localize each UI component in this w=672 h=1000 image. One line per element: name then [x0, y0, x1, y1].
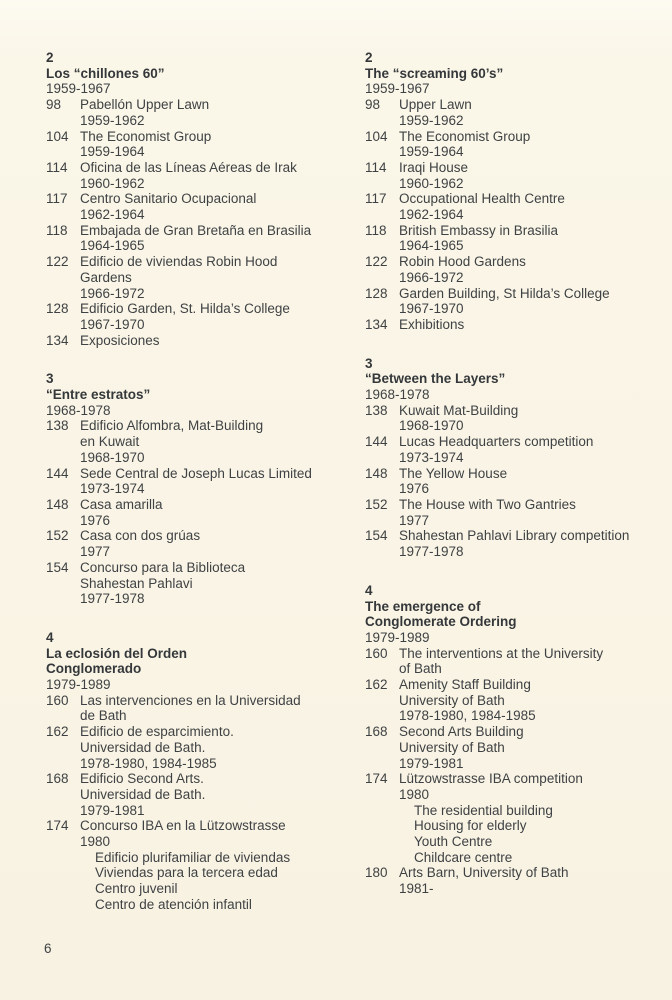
entry-text: [80, 724, 354, 771]
toc-column-english: [365, 50, 672, 897]
entry-line: The Yellow House: [399, 465, 508, 481]
entry-page-number: 174: [46, 818, 69, 834]
entry-line: 1981-: [399, 881, 434, 897]
toc-section-2: [46, 50, 354, 348]
toc-entry: [46, 97, 354, 128]
section-years: 1959-1967: [365, 81, 430, 97]
entry-line: Exposiciones: [80, 332, 160, 348]
entry-line: The Economist Group: [80, 128, 212, 144]
section-years: 1968-1978: [46, 402, 111, 418]
entry-page-number: 138: [365, 402, 388, 418]
entry-line: 1959-1962: [80, 112, 145, 128]
section-number: 2: [46, 50, 54, 65]
entry-subitem: The residential building: [414, 802, 553, 818]
entry-page-number: 174: [365, 771, 388, 787]
entry-page-number: 98: [365, 97, 381, 113]
entry-text: [399, 403, 672, 434]
entry-text: [80, 818, 354, 912]
entry-page-number: 128: [46, 301, 69, 317]
entry-text: [399, 528, 672, 559]
entry-page-number: 117: [46, 191, 68, 207]
entry-text: [80, 97, 354, 128]
entry-page-number: 118: [365, 222, 387, 238]
entry-page-number: 160: [46, 692, 69, 708]
entry-line: Second Arts Building: [399, 724, 524, 740]
entry-line: Arts Barn, University of Bath: [399, 865, 569, 881]
entry-page-number: 114: [46, 159, 68, 175]
entry-page-number: 148: [365, 465, 388, 481]
entry-line: 1964-1965: [80, 238, 145, 254]
entry-page-number: 168: [46, 771, 69, 787]
toc-entry: [46, 301, 354, 332]
toc-entry: [365, 434, 672, 465]
entry-line: 1977: [80, 544, 111, 560]
entry-line: Upper Lawn: [399, 97, 472, 113]
entry-subitem: Youth Centre: [414, 834, 493, 850]
toc-entry: [365, 865, 672, 896]
toc-section-3: [365, 356, 672, 560]
toc-entry: [365, 286, 672, 317]
entry-text: [399, 317, 672, 333]
entry-line: of Bath: [399, 661, 442, 677]
toc-entry: [46, 160, 354, 191]
entry-subitem: Edificio plurifamiliar de viviendas: [95, 849, 291, 865]
toc-section-4: [365, 583, 672, 897]
entry-line: Casa amarilla: [80, 496, 163, 512]
toc-entry: [46, 528, 354, 559]
toc-entry: [46, 333, 354, 349]
section-years: 1959-1967: [46, 81, 111, 97]
entry-line: Lützowstrasse IBA competition: [399, 771, 583, 787]
entry-page-number: 114: [365, 159, 387, 175]
section-title: Conglomerate Ordering: [365, 614, 517, 630]
entry-line: 1980: [399, 786, 430, 802]
section-title: The “screaming 60’s”: [365, 65, 504, 81]
toc-column-spanish: [46, 50, 354, 913]
section-title: The emergence of: [365, 598, 481, 614]
entry-line: The House with Two Gantries: [399, 496, 576, 512]
entry-text: [80, 528, 354, 559]
entry-line: 1964-1965: [399, 238, 464, 254]
toc-entry: [365, 191, 672, 222]
entry-text: [80, 191, 354, 222]
entry-page-number: 134: [365, 316, 388, 332]
entry-line: en Kuwait: [80, 434, 140, 450]
entry-page-number: 162: [365, 677, 388, 693]
entry-line: Concurso IBA en la Lützowstrasse: [80, 818, 286, 834]
entry-line: 1967-1970: [80, 316, 145, 332]
entry-page-number: 117: [365, 191, 387, 207]
entry-page-number: 104: [365, 128, 388, 144]
entry-page-number: 104: [46, 128, 69, 144]
entry-text: [399, 434, 672, 465]
entry-text: [80, 301, 354, 332]
entry-line: 1977-1978: [399, 544, 464, 560]
section-number: 3: [365, 355, 373, 371]
toc-section-4: [46, 630, 354, 913]
entry-page-number: 134: [46, 332, 69, 348]
entry-page-number: 128: [365, 285, 388, 301]
entry-line: Edificio de viviendas Robin Hood: [80, 254, 278, 270]
entry-text: [80, 771, 354, 818]
toc-entry: [365, 223, 672, 254]
entry-line: 1980: [80, 834, 111, 850]
entry-text: [399, 223, 672, 254]
entry-text: [399, 160, 672, 191]
toc-entry: [365, 97, 672, 128]
entry-text: [80, 223, 354, 254]
entry-line: 1966-1972: [80, 285, 145, 301]
entry-line: 1977: [399, 512, 430, 528]
entry-line: Las intervenciones en la Universidad: [80, 692, 301, 708]
section-years: 1968-1978: [365, 387, 430, 403]
entry-line: 1979-1981: [399, 755, 464, 771]
entry-line: 1968-1970: [80, 449, 145, 465]
entry-page-number: 118: [46, 222, 68, 238]
section-number: 4: [365, 582, 373, 598]
entry-line: 1976: [80, 512, 111, 528]
entry-text: [80, 254, 354, 301]
section-years: 1979-1989: [365, 629, 430, 645]
toc-entry: [365, 646, 672, 677]
entry-page-number: 154: [46, 559, 69, 575]
entry-page-number: 180: [365, 865, 388, 881]
entry-line: Iraqi House: [399, 159, 469, 175]
entry-page-number: 162: [46, 724, 69, 740]
toc-section-3: [46, 371, 354, 607]
toc-entry: [365, 317, 672, 333]
entry-text: [80, 160, 354, 191]
entry-text: [80, 693, 354, 724]
entry-page-number: 152: [46, 528, 69, 544]
entry-page-number: 122: [365, 254, 388, 270]
entry-subitem: Centro juvenil: [95, 881, 178, 897]
entry-text: [399, 466, 672, 497]
entry-line: Kuwait Mat-Building: [399, 402, 519, 418]
entry-page-number: 144: [46, 465, 69, 481]
entry-line: 1973-1974: [80, 481, 145, 497]
entry-text: [399, 497, 672, 528]
entry-line: Edificio Garden, St. Hilda’s College: [80, 301, 290, 317]
section-title: La eclosión del Orden: [46, 645, 188, 661]
entry-page-number: 122: [46, 254, 69, 270]
entry-text: [80, 418, 354, 465]
entry-line: The Economist Group: [399, 128, 531, 144]
entry-line: 1960-1962: [399, 175, 464, 191]
entry-line: The interventions at the University: [399, 645, 604, 661]
section-number: 4: [46, 629, 54, 645]
toc-entry: [365, 528, 672, 559]
entry-subitem: Housing for elderly: [414, 818, 527, 834]
entry-page-number: 168: [365, 724, 388, 740]
toc-entry: [46, 466, 354, 497]
section-number: 3: [46, 371, 54, 387]
toc-entry: [46, 724, 354, 771]
section-title: Conglomerado: [46, 661, 142, 677]
section-title: Los “chillones 60”: [46, 65, 165, 81]
entry-line: Casa con dos grúas: [80, 528, 201, 544]
toc-entry: [46, 418, 354, 465]
entry-line: 1962-1964: [399, 207, 464, 223]
entry-text: [399, 97, 672, 128]
entry-page-number: 154: [365, 528, 388, 544]
entry-text: [80, 560, 354, 607]
toc-entry: [365, 254, 672, 285]
entry-line: 1979-1981: [80, 802, 145, 818]
entry-line: Shahestan Pahlavi Library competition: [399, 528, 630, 544]
entry-text: [399, 191, 672, 222]
entry-page-number: 160: [365, 645, 388, 661]
section-years: 1979-1989: [46, 677, 111, 693]
entry-line: 1968-1970: [399, 418, 464, 434]
entry-line: Universidad de Bath.: [80, 786, 206, 802]
entry-page-number: 144: [365, 434, 388, 450]
entry-line: de Bath: [80, 708, 127, 724]
entry-text: [399, 865, 672, 896]
toc-entry: [46, 818, 354, 912]
section-number: 2: [365, 50, 373, 65]
entry-line: Sede Central de Joseph Lucas Limited: [80, 465, 312, 481]
entry-line: Concurso para la Biblioteca: [80, 559, 246, 575]
entry-line: Garden Building, St Hilda’s College: [399, 285, 610, 301]
toc-entry: [365, 160, 672, 191]
entry-line: Robin Hood Gardens: [399, 254, 526, 270]
toc-entry: [365, 677, 672, 724]
toc-entry: [365, 129, 672, 160]
entry-line: University of Bath: [399, 692, 505, 708]
entry-text: [80, 497, 354, 528]
entry-line: Oficina de las Líneas Aéreas de Irak: [80, 159, 297, 175]
section-title: “Entre estratos”: [46, 387, 151, 403]
toc-entry: [365, 403, 672, 434]
entry-subitem: Childcare centre: [414, 849, 513, 865]
toc-entry: [46, 223, 354, 254]
entry-line: 1966-1972: [399, 269, 464, 285]
toc-entry: [46, 693, 354, 724]
toc-entry: [46, 191, 354, 222]
entry-text: [399, 771, 672, 865]
entry-line: Shahestan Pahlavi: [80, 575, 193, 591]
entry-line: Universidad de Bath.: [80, 739, 206, 755]
entry-line: Edificio Second Arts.: [80, 771, 204, 787]
toc-entry: [365, 466, 672, 497]
entry-line: Pabellón Upper Lawn: [80, 97, 210, 113]
entry-text: [399, 286, 672, 317]
entry-page-number: 152: [365, 496, 388, 512]
entry-text: [80, 466, 354, 497]
entry-text: [80, 333, 354, 349]
entry-line: Centro Sanitario Ocupacional: [80, 191, 257, 207]
entry-line: Edificio Alfombra, Mat-Building: [80, 418, 264, 434]
entry-text: [399, 129, 672, 160]
entry-line: Edificio de esparcimiento.: [80, 724, 234, 740]
entry-text: [399, 724, 672, 771]
entry-line: Embajada de Gran Bretaña en Brasilia: [80, 222, 312, 238]
entry-line: 1976: [399, 481, 430, 497]
entry-line: 1962-1964: [80, 207, 145, 223]
entry-text: [399, 677, 672, 724]
toc-entry: [46, 497, 354, 528]
toc-entry: [365, 497, 672, 528]
entry-line: 1978-1980, 1984-1985: [399, 708, 536, 724]
entry-subitem: Centro de atención infantil: [95, 896, 252, 912]
entry-line: Exhibitions: [399, 316, 465, 332]
entry-subitem: Viviendas para la tercera edad: [95, 865, 278, 881]
toc-entry: [365, 724, 672, 771]
entry-text: [399, 254, 672, 285]
toc-section-2: [365, 50, 672, 333]
entry-line: 1977-1978: [80, 591, 145, 607]
entry-line: 1967-1970: [399, 301, 464, 317]
entry-line: University of Bath: [399, 739, 505, 755]
entry-page-number: 98: [46, 97, 62, 113]
entry-line: 1959-1964: [399, 144, 464, 160]
entry-line: 1959-1964: [80, 144, 145, 160]
entry-page-number: 148: [46, 496, 69, 512]
toc-entry: [46, 560, 354, 607]
entry-line: Lucas Headquarters competition: [399, 434, 594, 450]
entry-line: British Embassy in Brasilia: [399, 222, 559, 238]
section-title: “Between the Layers”: [365, 371, 506, 387]
toc-entry: [46, 129, 354, 160]
entry-line: Occupational Health Centre: [399, 191, 565, 207]
entry-text: [80, 129, 354, 160]
toc-entry: [365, 771, 672, 865]
toc-entry: [46, 771, 354, 818]
entry-line: 1959-1962: [399, 112, 464, 128]
toc-entry: [46, 254, 354, 301]
page-number: 6: [44, 941, 52, 956]
entry-page-number: 138: [46, 418, 69, 434]
entry-line: Amenity Staff Building: [399, 677, 531, 693]
entry-line: 1960-1962: [80, 175, 145, 191]
entry-line: Gardens: [80, 269, 132, 285]
entry-line: 1978-1980, 1984-1985: [80, 755, 217, 771]
entry-text: [399, 646, 672, 677]
entry-line: 1973-1974: [399, 449, 464, 465]
